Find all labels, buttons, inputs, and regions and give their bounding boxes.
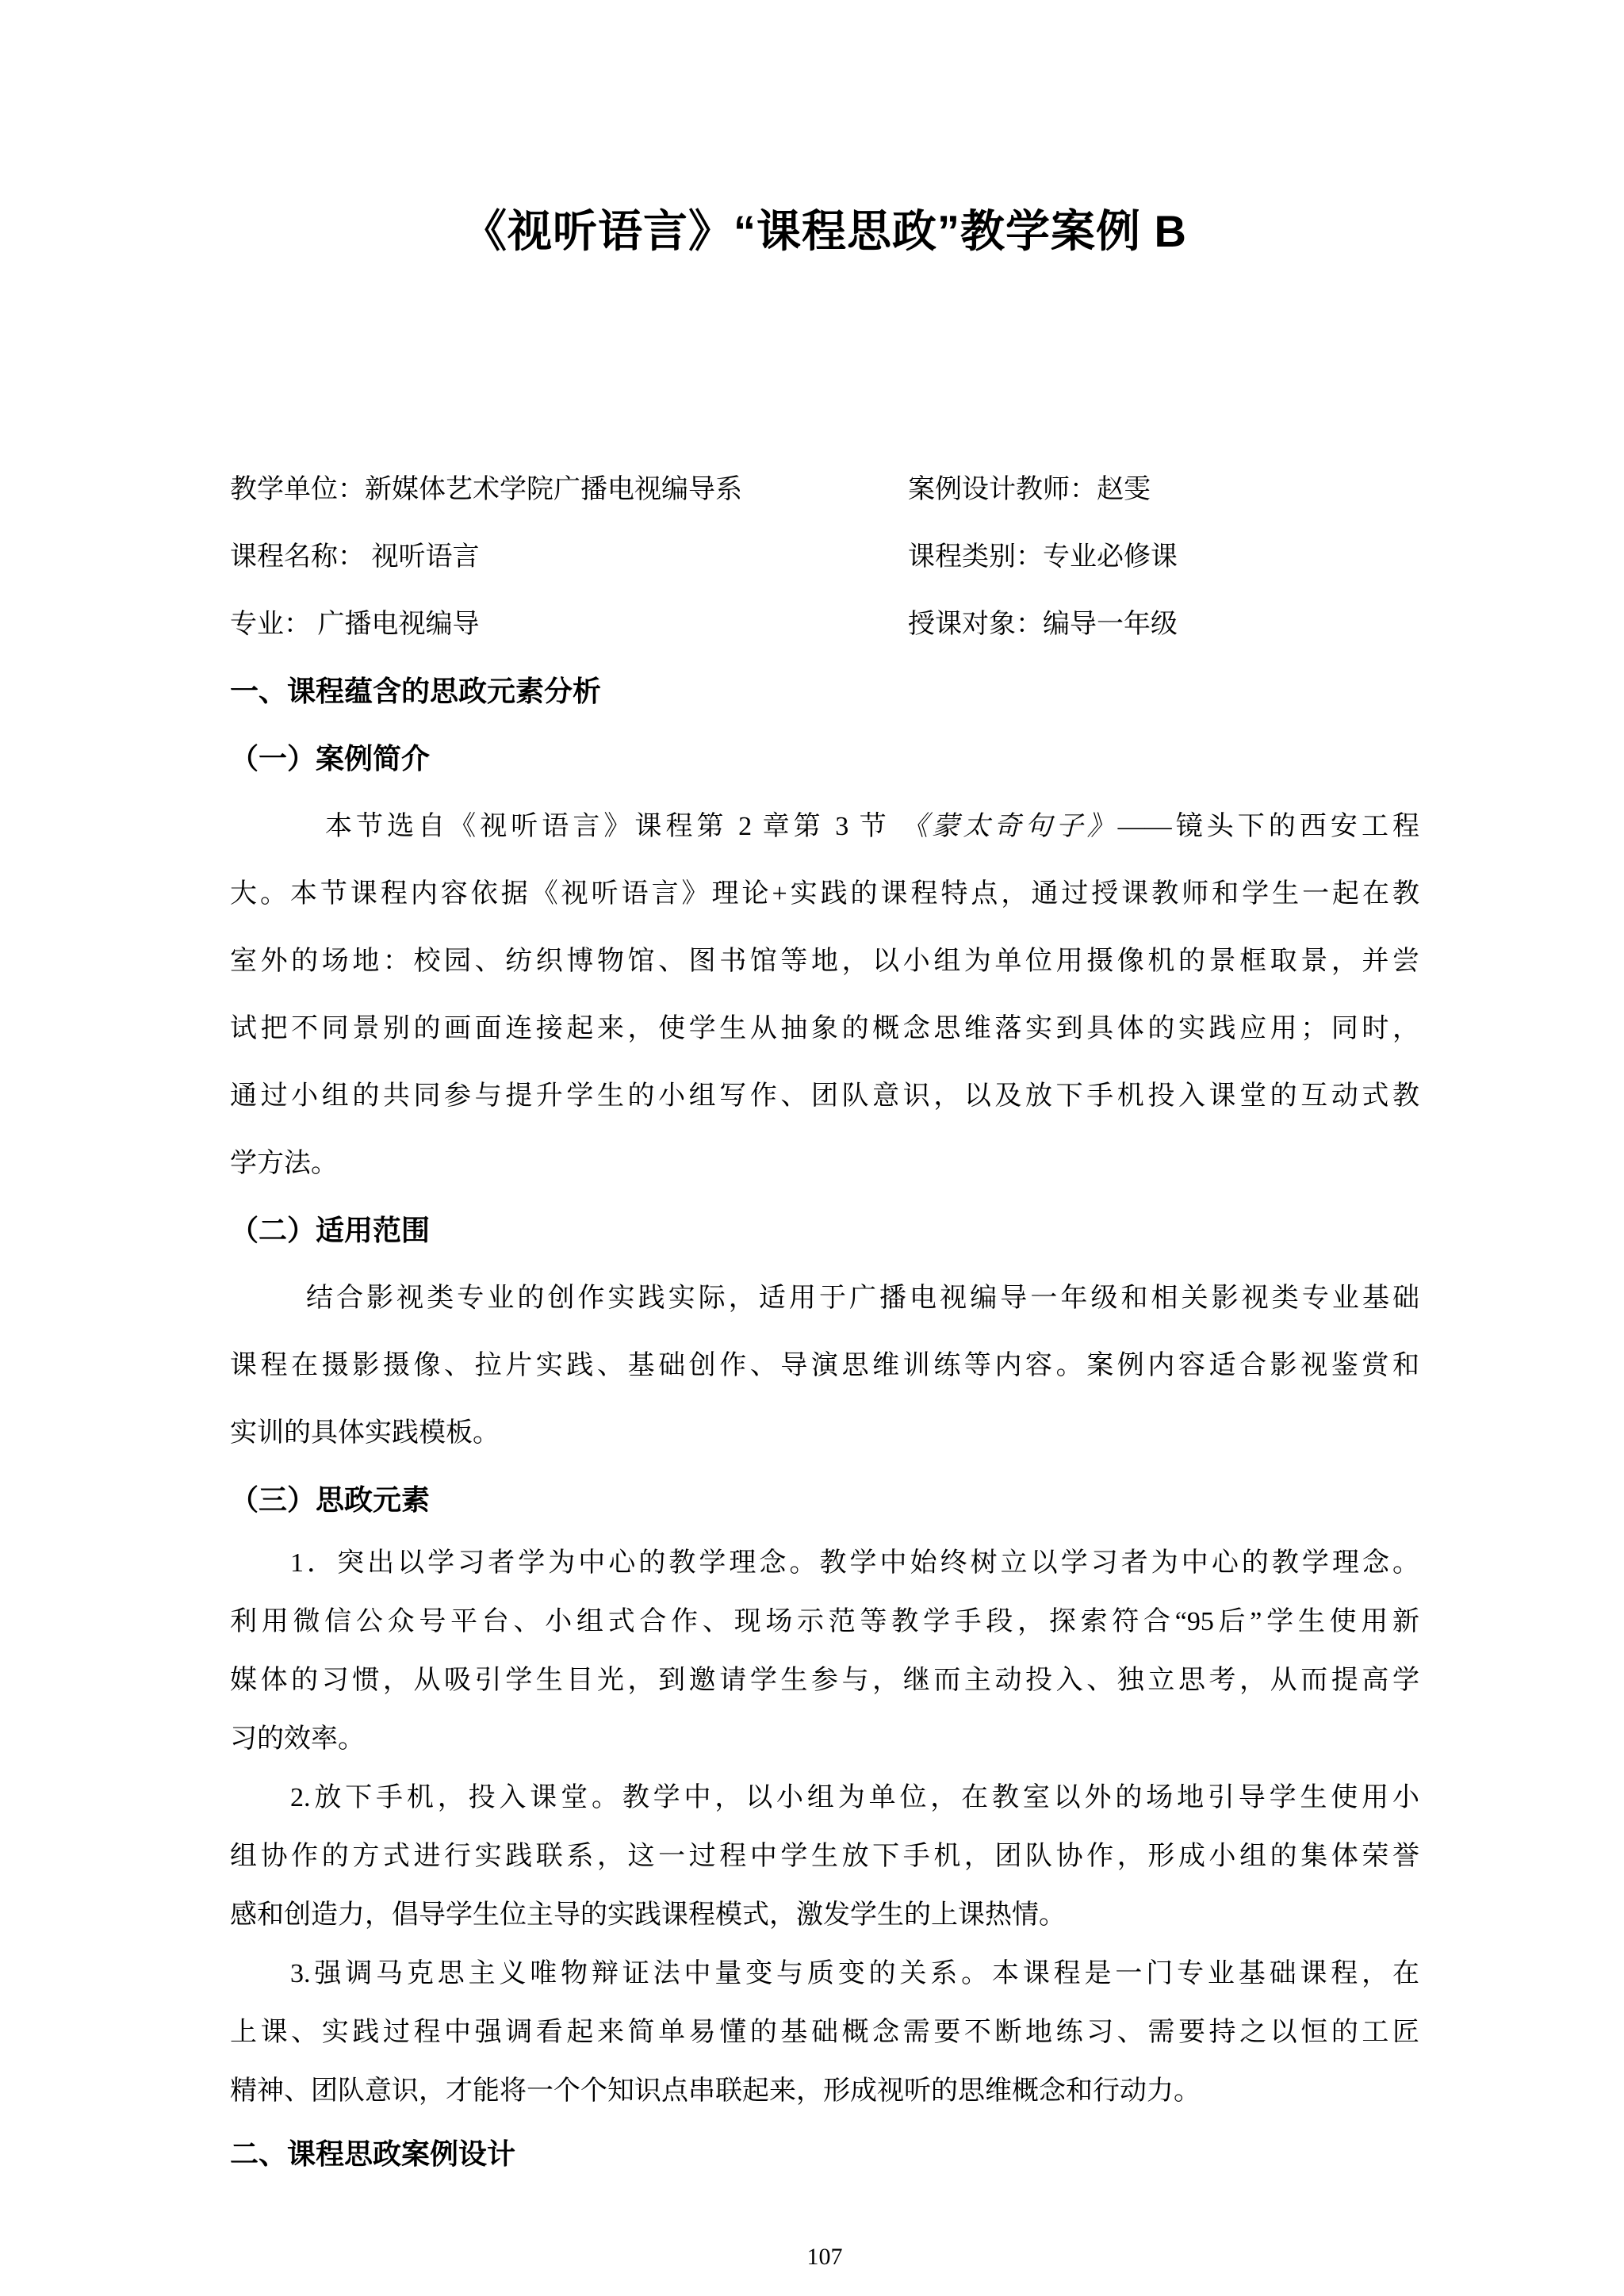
body-text: ——镜头下的西安工程 <box>1117 812 1420 841</box>
body-line: 实训的具体实践模板。 <box>230 1418 500 1448</box>
body-line: 上课、实践过程中强调看起来简单易懂的基础概念需要不断地练习、需要持之以恒的工匠 <box>230 2018 1419 2047</box>
course-meta-block <box>230 456 1419 658</box>
section-2-heading: 二、课程思政案例设计 <box>230 2138 516 2170</box>
body-text: 本节选自《视听语言》课程第 2 章第 3 节 <box>325 812 902 841</box>
body-line: 3.强调马克思主义唯物辩证法中量变与质变的关系。本课程是一门专业基础课程，在 <box>290 1959 1419 1988</box>
section-1a-heading: （一）案例简介 <box>230 743 431 775</box>
body-line <box>230 793 1419 860</box>
body-line: 通过小组的共同参与提升学生的小组写作、团队意识，以及放下手机投入课堂的互动式教 <box>230 1081 1419 1111</box>
ideological-element-1 <box>230 1534 1419 1769</box>
scope-paragraph <box>230 1265 1419 1467</box>
intro-paragraph <box>230 793 1419 1197</box>
book-title-italic: 《蒙太奇句子》 <box>901 812 1118 841</box>
meta-row <box>230 523 1419 591</box>
meta-course-category: 课程类别：专业必修课 <box>908 542 1178 572</box>
body-line: 媒体的习惯，从吸引学生目光，到邀请学生参与，继而主动投入、独立思考，从而提高学 <box>230 1666 1419 1695</box>
body-line: 利用微信公众号平台、小组式合作、现场示范等教学手段，探索符合“95后”学生使用新 <box>230 1607 1419 1636</box>
body-line: 结合影视类专业的创作实践实际，适用于广播电视编导一年级和相关影视类专业基础 <box>306 1284 1419 1313</box>
meta-audience: 授课对象：编导一年级 <box>908 610 1178 639</box>
meta-case-designer: 案例设计教师：赵雯 <box>908 475 1151 504</box>
body-line: 试把不同景别的画面连接起来，使学生从抽象的概念思维落实到具体的实践应用；同时， <box>230 1014 1419 1043</box>
section-1c-heading: （三）思政元素 <box>230 1484 431 1516</box>
meta-row <box>230 591 1419 658</box>
section-1b-heading: （二）适用范围 <box>230 1215 431 1246</box>
meta-teaching-unit: 教学单位：新媒体艺术学院广播电视编导系 <box>230 475 742 504</box>
body-line: 室外的场地：校园、纺织博物馆、图书馆等地，以小组为单位用摄像机的景框取景，并尝 <box>230 947 1419 976</box>
ideological-element-3 <box>230 1945 1419 2121</box>
body-line: 1．突出以学习者学为中心的教学理念。教学中始终树立以学习者为中心的教学理念。 <box>290 1548 1419 1578</box>
document-title: 《视听语言》“课程思政”教学案例 B <box>462 206 1187 256</box>
body-line: 组协作的方式进行实践联系，这一过程中学生放下手机，团队协作，形成小组的集体荣誉 <box>230 1842 1419 1871</box>
section-1-heading: 一、课程蕴含的思政元素分析 <box>230 675 602 707</box>
meta-major: 专业： 广播电视编导 <box>230 610 480 639</box>
body-line: 学方法。 <box>230 1149 338 1178</box>
body-line: 大。本节课程内容依据《视听语言》理论+实践的课程特点，通过授课教师和学生一起在教 <box>230 879 1419 909</box>
body-line: 习的效率。 <box>230 1724 365 1754</box>
body-line: 2.放下手机，投入课堂。教学中，以小组为单位，在教室以外的场地引导学生使用小 <box>290 1783 1419 1812</box>
body-line: 课程在摄影摄像、拉片实践、基础创作、导演思维训练等内容。案例内容适合影视鉴赏和 <box>230 1351 1419 1380</box>
meta-row <box>230 456 1419 523</box>
body-line: 感和创造力，倡导学生位主导的实践课程模式，激发学生的上课热情。 <box>230 1900 1066 1930</box>
page-number: 107 <box>806 2244 843 2270</box>
ideological-element-2 <box>230 1769 1419 1945</box>
body-line: 精神、团队意识，才能将一个个知识点串联起来，形成视听的思维概念和行动力。 <box>230 2076 1201 2106</box>
meta-course-name: 课程名称： 视听语言 <box>230 542 480 572</box>
